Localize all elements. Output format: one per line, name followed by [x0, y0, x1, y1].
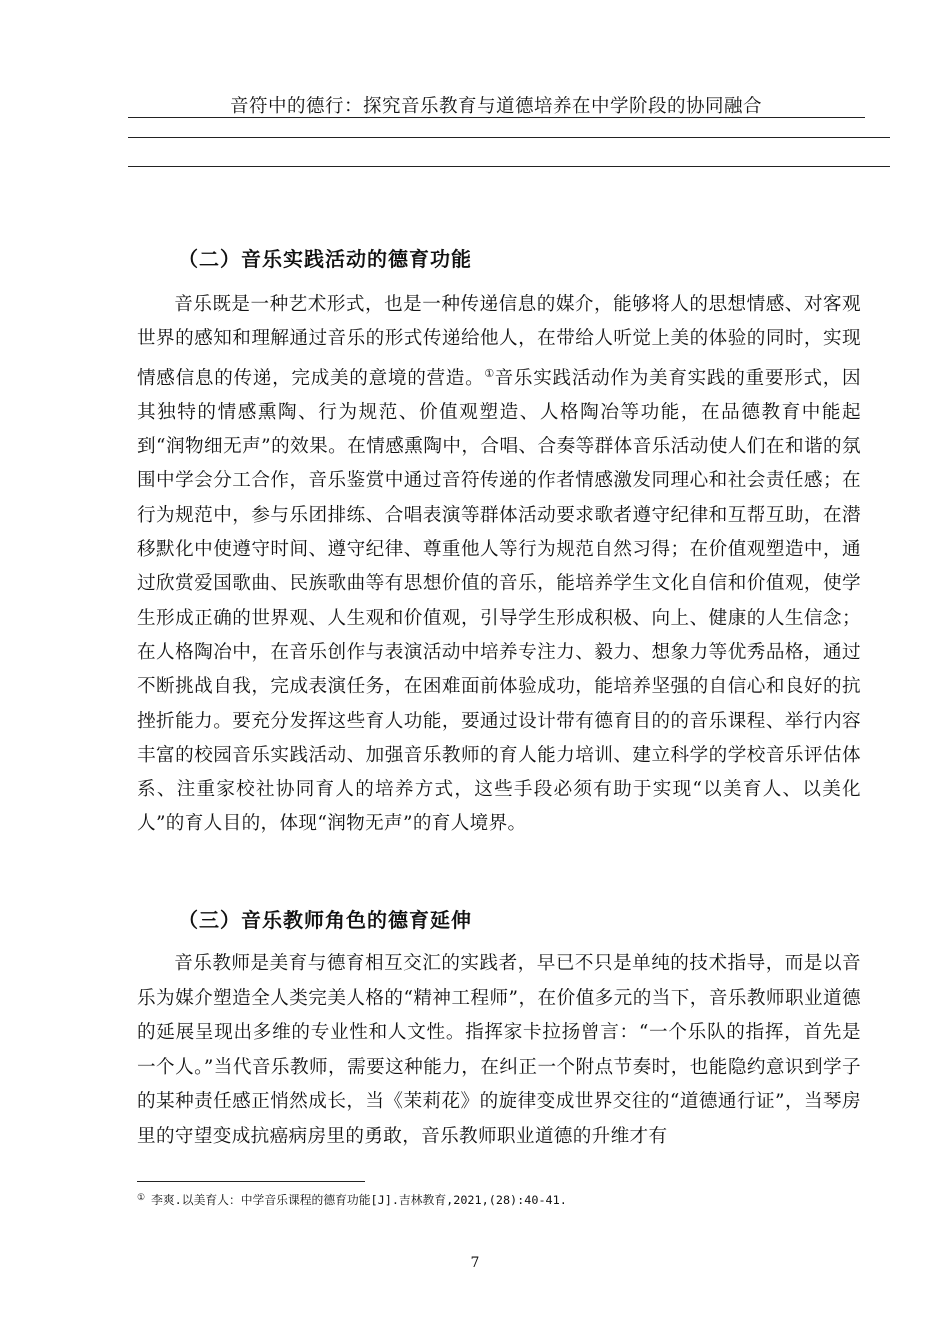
divider-line: [128, 166, 890, 167]
paragraph-text: 音乐既是一种艺术形式，也是一种传递信息的媒介，能够将人的思想情感、对客观世界的感知和理解通过音乐的形式传递给他人，在带给人听觉上美的体验的同时，实现情感信息的传递，完成美的意境的营造。: [137, 294, 861, 389]
page-number: 7: [470, 1255, 480, 1271]
section-heading: （三）音乐教师角色的德育延伸: [178, 908, 472, 932]
footnote-text: 李爽.以美育人：中学音乐课程的德育功能[J].吉林教育,2021,(28):40-41.: [151, 1193, 567, 1207]
divider-line: [128, 137, 890, 138]
footnote-mark: ①: [137, 1193, 146, 1203]
footnote-rule: [137, 1181, 365, 1182]
body-paragraph: 音乐教师是美育与德育相互交汇的实践者，早已不只是单纯的技术指导，而是以音乐为媒介塑造全人类完美人格的“精神工程师”，在价值多元的当下，音乐教师职业道德的延展呈现出多维的专业性和人文性。指挥家卡拉扬曾言：“一个乐队的指挥，首先是一个人。”当代音乐教师，需要这种能力，在纠正一个附点节奏时，也能隐约意识到学子的某种责任感正悄然成长，当《茉莉花》的旋律变成世界交往的“道德通行证”，当琴房里的守望变成抗癌病房里的勇敢，音乐教师职业道德的升维才有: [137, 953, 861, 1147]
section-heading: （二）音乐实践活动的德育功能: [178, 247, 472, 271]
paragraph-text: 音乐实践活动作为美育实践的重要形式，因其独特的情感熏陶、行为规范、价值观塑造、人格陶冶等功能，在品德教育中能起到“润物细无声”的效果。在情感熏陶中，合唱、合奏等群体音乐活动使人们在和谐的氛围中学会分工合作，音乐鉴赏中通过音符传递的作者情感激发同理心和社会责任感；在行为规范中，参与乐团排练、合唱表演等群体活动要求歌者遵守纪律和互帮互助，在潜移默化中使遵守时间、遵守纪律、尊重他人等行为规范自然习得；在价值观塑造中，通过欣赏爱国歌曲、民族歌曲等有思想价值的音乐，能培养学生文化自信和价值观，使学生形成正确的世界观、人生观和价值观，引导学生形成积极、向上、健康的人生信念；在人格陶冶中，在音乐创作与表演活动中培养专注力、毅力、想象力等优秀品格，通过不断挑战自我，完成表演任务，在困难面前体验成功，能培养坚强的自信心和良好的抗挫折能力。要充分发挥这些育人功能，要通过设计带有德育目的的音乐课程、举行内容丰富的校园音乐实践活动、加强音乐教师的育人能力培训、建立科学的学校音乐评估体系、注重家校社协同育人的培养方式，这些手段必须有助于实现“以美育人、以美化人”的育人目的，体现“润物无声”的育人境界。: [137, 367, 861, 835]
running-header: 音符中的德行：探究音乐教育与道德培养在中学阶段的协同融合: [229, 96, 762, 117]
header-rule: [128, 117, 865, 118]
body-paragraph: [137, 288, 861, 842]
footnote: [137, 1191, 857, 1208]
footnote-reference[interactable]: ①: [484, 366, 495, 380]
